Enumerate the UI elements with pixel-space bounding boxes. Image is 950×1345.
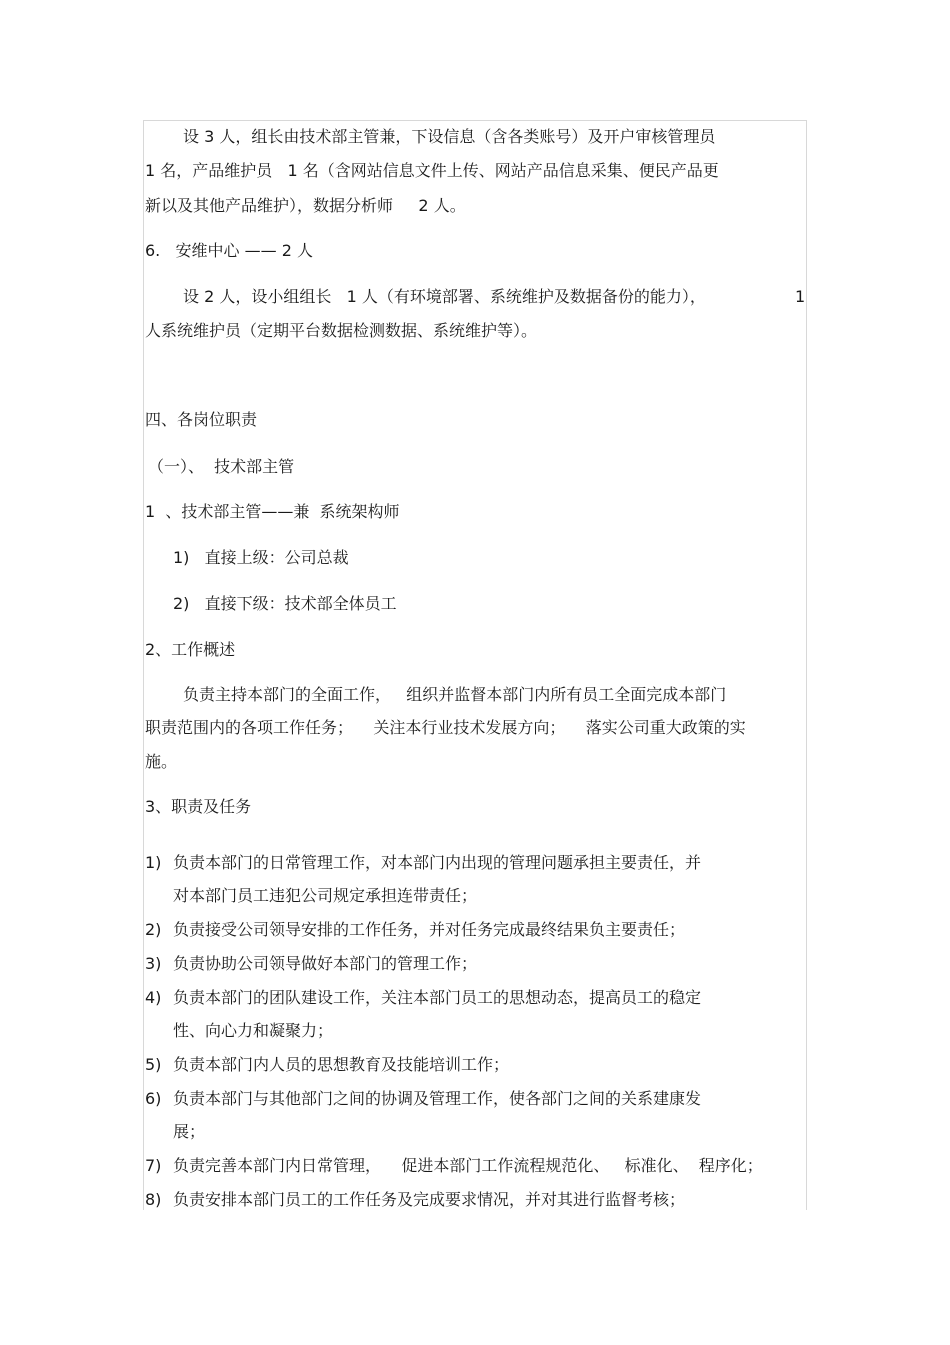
page-frame-top-border (143, 120, 807, 121)
duty-2-number: 2) (145, 920, 162, 939)
direct-subordinate-line: 2) 直接下级：技术部全体员工 (173, 594, 397, 613)
duty-1-number: 1) (145, 853, 162, 872)
duty-5-line-1: 负责本部门内人员的思想教育及技能培训工作； (173, 1055, 510, 1074)
paragraph-staffing-line-2: 1 名，产品维护员 1 名（含网站信息文件上传、网站产品信息采集、便民产品更 (145, 161, 719, 180)
duty-3-number: 3) (145, 954, 162, 973)
paragraph-staffing-line-3: 新以及其他产品维护），数据分析师 2 人。 (145, 196, 466, 215)
paragraph-overview-line-2: 职责范围内的各项工作任务； 关注本行业技术发展方向； 落实公司重大政策的实 (145, 718, 746, 737)
duty-1-line-2: 对本部门员工违犯公司规定承担连带责任； (173, 886, 478, 905)
duty-6-line-2: 展； (173, 1122, 206, 1141)
duty-4-line-2: 性、向心力和凝聚力； (173, 1021, 334, 1040)
duty-1-line-1: 负责本部门的日常管理工作，对本部门内出现的管理问题承担主要责任，并 (173, 853, 702, 872)
page-frame-left-border (143, 120, 144, 1210)
duty-4-line-1: 负责本部门的团队建设工作，关注本部门员工的思想动态，提高员工的稳定 (173, 988, 702, 1007)
duty-4-number: 4) (145, 988, 162, 1007)
item-3-heading: 3、职责及任务 (145, 797, 252, 816)
direct-superior-line: 1) 直接上级：公司总裁 (173, 548, 349, 567)
paragraph-ops-line-1: 设 2 人，设小组组长 1 人（有环境部署、系统维护及数据备份的能力）， (183, 287, 706, 306)
page-frame-right-border (806, 120, 807, 1210)
item-1-heading: 1 、技术部主管——兼 系统架构师 (145, 502, 400, 521)
paragraph-ops-line-2: 人系统维护员（定期平台数据检测数据、系统维护等）。 (145, 321, 538, 340)
section-4-heading: 四、各岗位职责 (145, 410, 258, 429)
item-2-heading: 2、工作概述 (145, 640, 236, 659)
paragraph-overview-line-3: 施。 (145, 752, 178, 771)
section-6-heading: 6. 安维中心 —— 2 人 (145, 241, 313, 260)
duty-8-line-1: 负责安排本部门员工的工作任务及完成要求情况，并对其进行监督考核； (173, 1190, 686, 1209)
subsection-tech-manager-heading: （一）、 技术部主管 (148, 457, 295, 476)
duty-7-number: 7) (145, 1156, 162, 1175)
duty-6-line-1: 负责本部门与其他部门之间的协调及管理工作，使各部门之间的关系建康发 (173, 1089, 702, 1108)
duty-5-number: 5) (145, 1055, 162, 1074)
duty-2-line-1: 负责接受公司领导安排的工作任务，并对任务完成最终结果负主要责任； (173, 920, 686, 939)
duty-7-line-1: 负责完善本部门内日常管理， 促进本部门工作流程规范化、 标准化、 程序化； (173, 1156, 763, 1175)
duty-6-number: 6) (145, 1089, 162, 1108)
paragraph-ops-line-1-tail: 1 (795, 287, 806, 306)
duty-8-number: 8) (145, 1190, 162, 1209)
paragraph-overview-line-1: 负责主持本部门的全面工作， 组织并监督本部门内所有员工全面完成本部门 (183, 685, 727, 704)
duty-3-line-1: 负责协助公司领导做好本部门的管理工作； (173, 954, 478, 973)
paragraph-staffing-line-1: 设 3 人，组长由技术部主管兼，下设信息（含各类账号）及开户审核管理员 (183, 127, 716, 146)
